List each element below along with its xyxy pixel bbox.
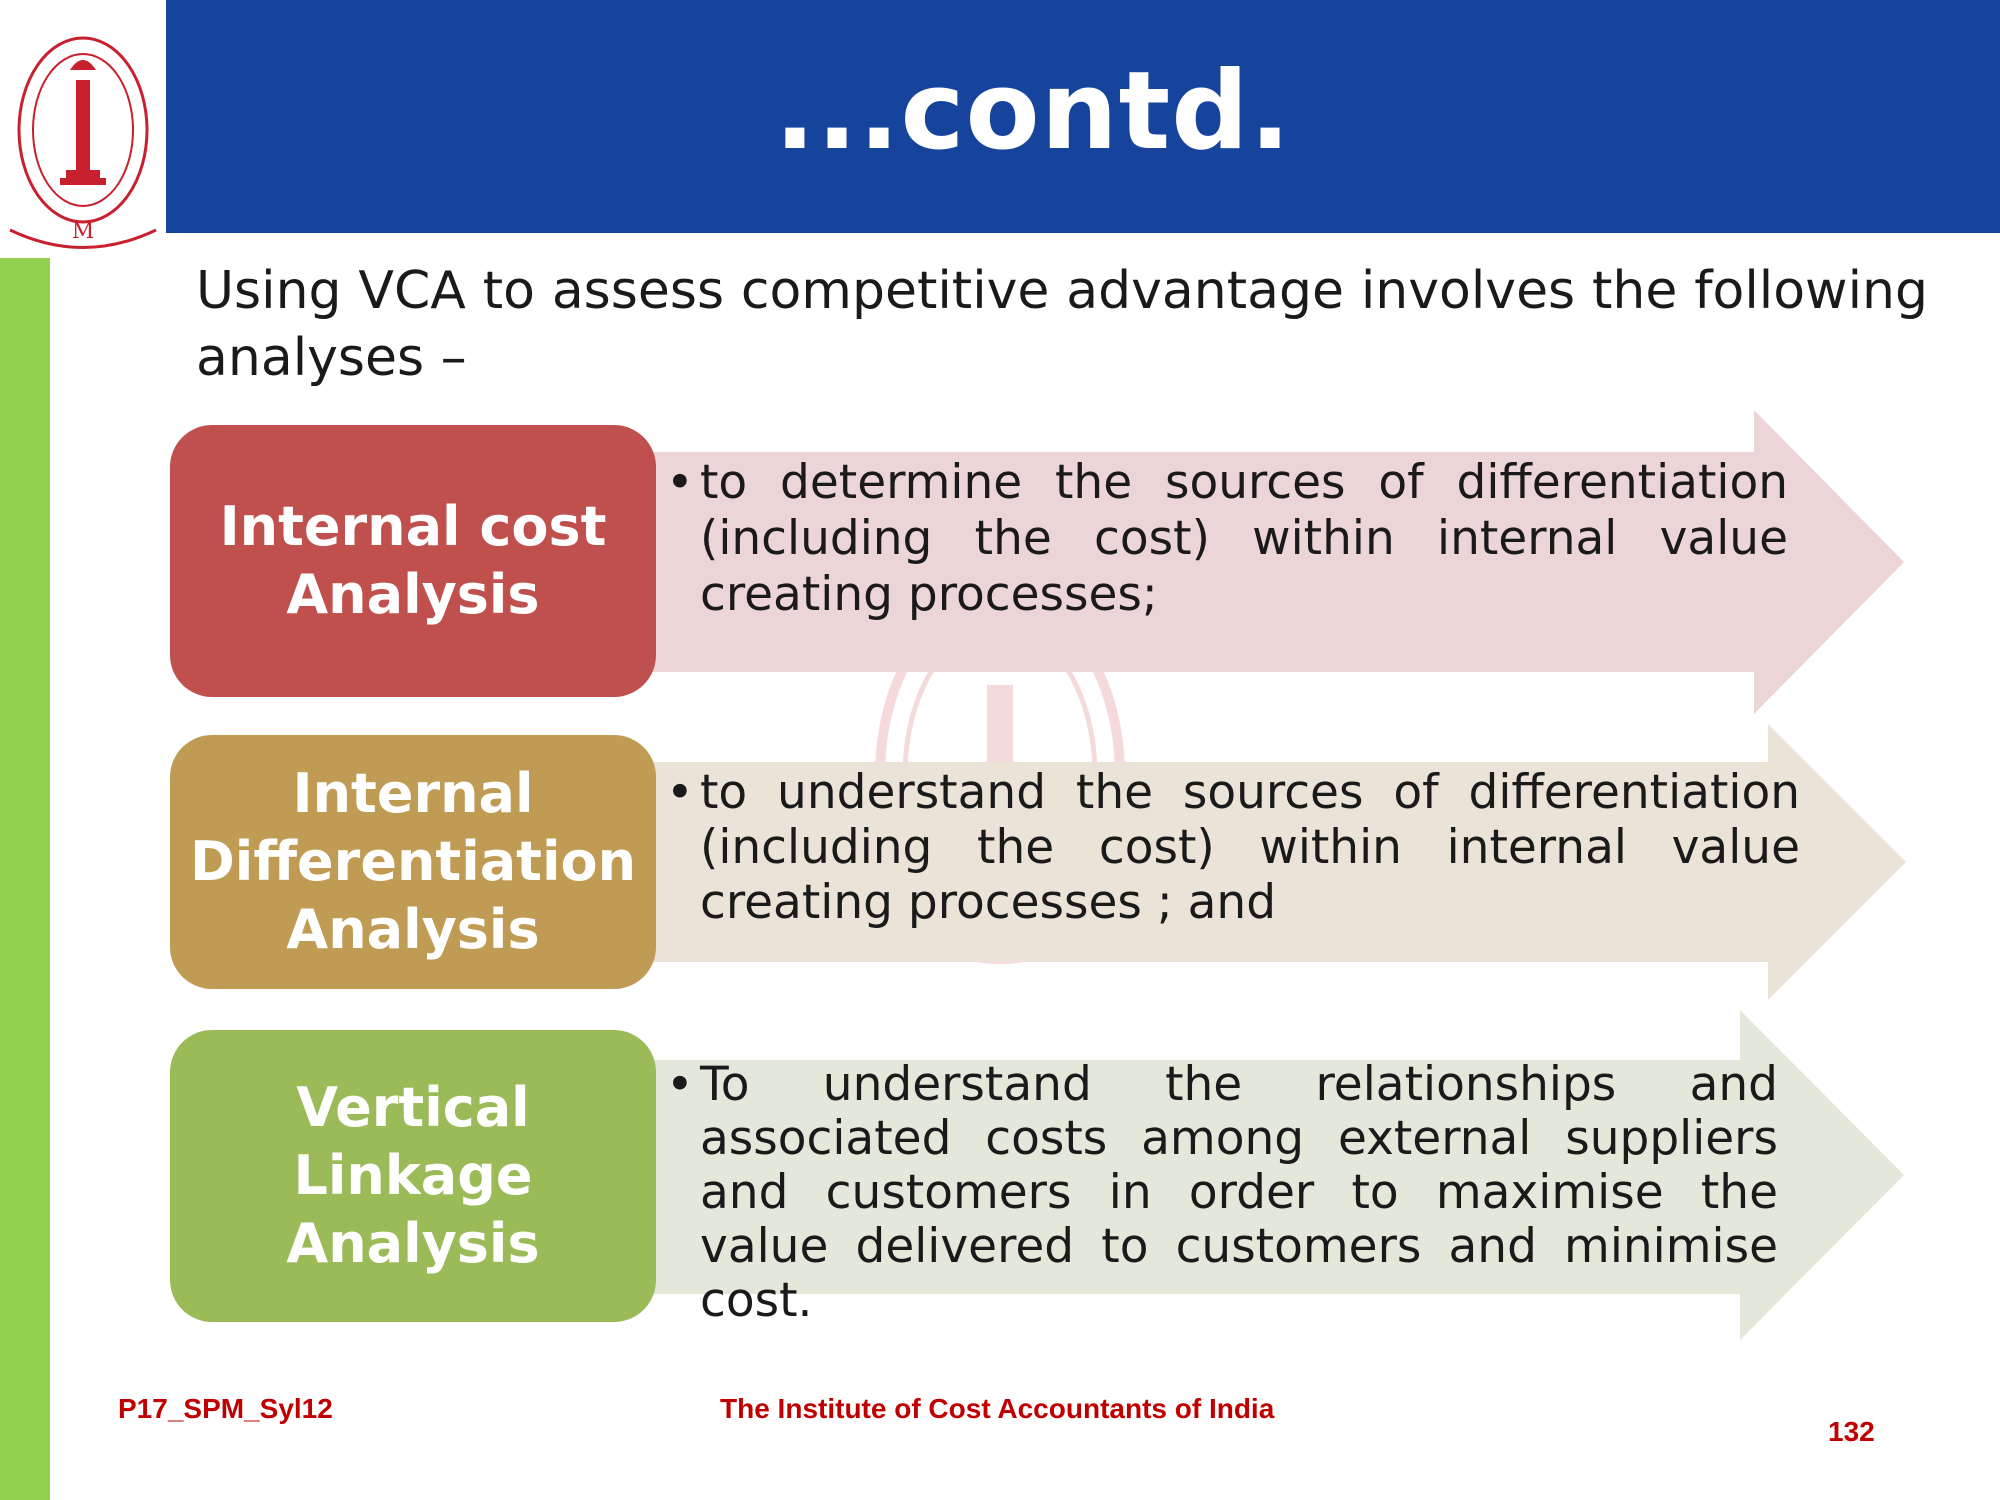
- box-label-line: Analysis: [286, 563, 540, 626]
- box-label-line: Internal cost: [219, 495, 607, 558]
- side-accent-bar: [0, 258, 50, 1500]
- description-text: to determine the sources of differentiation (including the cost) within internal value creating processes;: [700, 455, 1788, 622]
- footer-course-code: P17_SPM_Syl12: [118, 1393, 333, 1424]
- title-bar: [166, 0, 2000, 233]
- footer-institute-name: The Institute of Cost Accountants of India: [720, 1393, 1275, 1424]
- svg-text:M: M: [71, 219, 95, 244]
- box-label-line: Analysis: [286, 1212, 540, 1275]
- bullet-dot: •: [666, 765, 694, 820]
- intro-text: Using VCA to assess competitive advantage involves the following analyses –: [196, 261, 1928, 388]
- page-number: 132: [1828, 1416, 1875, 1447]
- box-label-line: Internal: [292, 762, 534, 825]
- bullet-dot: •: [666, 1057, 694, 1112]
- box-label-line: Vertical: [296, 1076, 530, 1139]
- institute-logo: [0, 0, 166, 256]
- slide-title: ...contd.: [774, 49, 1292, 174]
- internal-differentiation-analysis-box: [170, 735, 656, 989]
- internal-cost-analysis-box: [170, 425, 656, 697]
- bullet-dot: •: [666, 455, 694, 510]
- description-row-3: [666, 1057, 1778, 1328]
- vertical-linkage-analysis-box: [170, 1030, 656, 1322]
- box-label-line: Linkage: [293, 1144, 533, 1207]
- description-text: To understand the relationships and associated costs among external suppliers and customers in order to maximise the value delivered to customers and minimise cost.: [700, 1057, 1778, 1328]
- description-text: to understand the sources of differentiation (including the cost) within internal value creating processes ; and: [700, 765, 1800, 930]
- box-label-line: Differentiation: [189, 830, 637, 893]
- box-label-line: Analysis: [286, 898, 540, 961]
- description-row-1: [666, 455, 1788, 623]
- description-row-2: [666, 765, 1800, 930]
